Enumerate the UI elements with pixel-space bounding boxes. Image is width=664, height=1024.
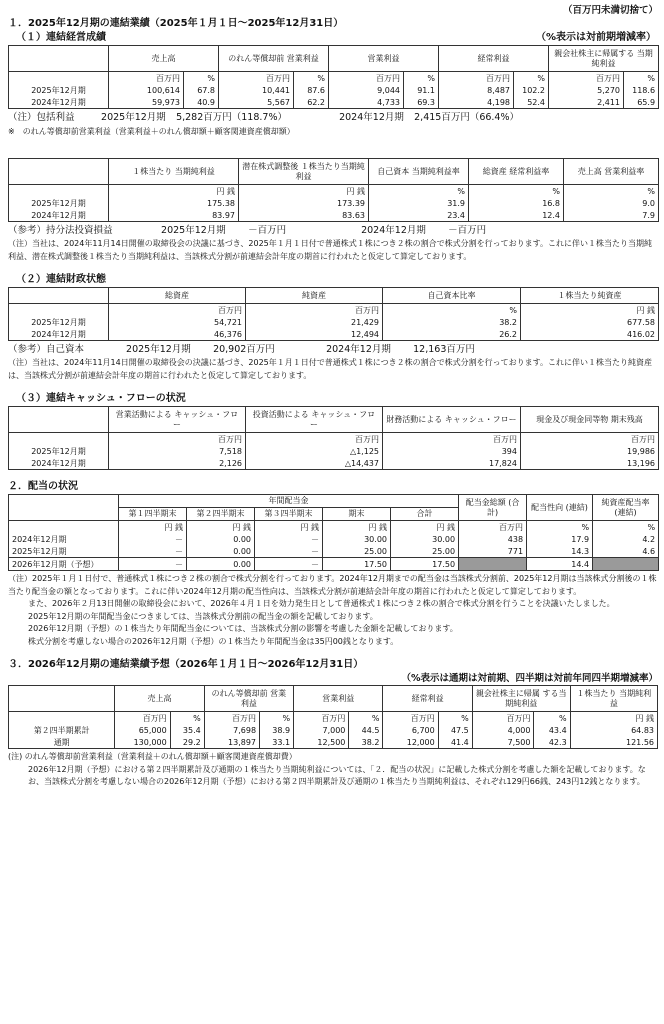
dividend-notes: （注）2025年１月１日付で、普通株式１株につき２株の割合で株式分割を行っております。2024年12月期までの配当金は当該株式分割前、2025年12月期は当該株式分割後の１株当たり配当金の額となっております。これに伴い2024年12月期の配当性向は、当該株式分割が前連結会計年度の期首に行われたと仮定して算定しております。 また、2026年２月13日開催の取締役会において、2026年４月１日を効力発生日として普通株式１株につき２株の割合で株式分割を行うことを決議いたしました。 2025年12月期の年間配当金につきましては、当該株式分割前の配当金の額を記載しております。 2026年12月期（予想）の１株当たり年間配当金については、当該株式分割の影響を考慮した金額を記載しております。 株式分割を考慮しない場合の2026年12月期（予想）の１株当たり年間配当金は35円00銭となります。 [8,574,657,646]
forecast-table: 売上高 のれん等償却前 営業利益 営業利益 経常利益 親会社株主に帰属 する当期純利益 １株当たり 当期純利益 百万円 % 百万円 % 百万円 % 百万円 % 百万円 % 円 銭 第２四半期累計 65,000 35.4 7,698 38.9 7,000 44.5 6,700 47.5 4,000 43.4 64.83 通期 130,000 29.2 13,897 33.1 12,500 38.2 12,000 41.4 7,500 42.3 121.56 [8,685,658,749]
unit-cell: 百万円 [219,72,294,85]
table-row: 2024年12月期 46,376 12,494 26.2 416.02 [9,328,659,341]
table-row: 2024年12月期 83.97 83.63 23.4 12.4 7.9 [9,209,659,222]
goodwill-note: ※ のれん等償却前営業利益（営業利益＋のれん償却額＋顧客関連資産償却額） [8,127,295,136]
section3-title: ３．2026年12月期の連結業績予想（2026年１月１日～2026年12月31日） [8,659,364,670]
col-net-income: 親会社株主に帰属する 当期純利益 [549,46,659,72]
table-row: 第２四半期累計 65,000 35.4 7,698 38.9 7,000 44.5 6,700 47.5 4,000 43.4 64.83 [9,724,658,736]
table-row: 2024年12月期 2,126 △14,437 17,824 13,196 [9,457,659,470]
unit-cell: 百万円 [439,72,514,85]
unit-cell: 百万円 [109,72,184,85]
forecast-notes: (注) のれん等償却前営業利益（営業利益＋のれん償却額＋顧客関連資産償却費） 2026年12月期（予想）における第２四半期累計及び通期の１株当たり当期純利益については、「２．配当の状況」に記載した株式分割を考慮した額を記載しております。なお、当該株式分割を考慮しない場合の2026年12月期（予想）における第２四半期累計及び通期の１株当たり当期純利益は、それぞれ129円66銭、243円12銭となります。 [8,752,646,786]
operating-results-title: （１）連結経営成績 [16,32,106,43]
section2-title: ２．配当の状況 [8,481,78,492]
unit-cell: 百万円 [329,72,404,85]
operating-results-table [8,45,659,109]
comprehensive-income: （注）包括利益 2025年12月期 5,282百万円（118.7%） 2024年12月期 2,415百万円（66.4%） [8,112,520,123]
per-share-table: １株当たり 当期純利益 潜在株式調整後 １株当たり当期純利益 自己資本 当期純利益率 総資産 経常利益率 売上高 営業利益率 円 銭 円 銭 % % % 2025年12月期 175.38 173.39 31.9 16.8 9.0 2024年12月期 83.97 83.63 23.4 12.4 7.9 [8,158,659,222]
unit-cell: % [514,72,549,85]
table-row: 通期 130,000 29.2 13,897 33.1 12,500 38.2 12,000 41.4 7,500 42.3 121.56 [9,736,658,749]
pct-note: （%表示は対前期増減率） [535,32,656,43]
forecast-pct-note: （%表示は通期は対前期、四半期は対前年同四半期増減率） [401,673,658,684]
unit-cell: 百万円 [549,72,624,85]
financial-position-table: 総資産 純資産 自己資本比率 １株当たり純資産 百万円 百万円 % 円 銭 2025年12月期 54,721 21,429 38.2 677.58 2024年12月期 46,376 12,494 26.2 416.02 [8,287,659,341]
unit-cell: % [404,72,439,85]
financial-position-title: （２）連結財政状態 [16,274,106,285]
earnings-report [8,4,658,789]
table-row: 2025年12月期 54,721 21,429 38.2 677.58 [9,316,659,328]
split-note-1: （注）当社は、2024年11月14日開催の取締役会の決議に基づき、2025年１月１日付で普通株式１株につき２株の割合で株式分割を行っております。これに伴い１株当たり当期純利益、潜在株式調整後１株当たり当期純利益は、当該株式分割が前連結会計年度の期首に行われたと仮定して算定しております。 [8,239,652,261]
unit-cell: % [624,72,659,85]
annual-dividend-header: 年間配当金 [119,495,459,508]
shaded-cell [593,558,659,571]
table-row: 2025年12月期 － 0.00 － 25.00 25.00 771 14.3 4.6 [9,545,659,558]
unit-cell: % [184,72,219,85]
col-operating-income: 営業利益 [329,46,439,72]
cash-flow-title: （３）連結キャッシュ・フローの状況 [16,393,186,404]
col-ordinary-income: 経常利益 [439,46,549,72]
table-row: 2024年12月期 － 0.00 － 30.00 30.00 438 17.9 4.2 [9,533,659,545]
table-row: 2025年12月期 7,518 △1,125 394 19,986 [9,445,659,457]
table-row: 2025年12月期 175.38 173.39 31.9 16.8 9.0 [9,197,659,209]
col-op-before-goodwill: のれん等償却前 営業利益 [219,46,329,72]
table-row: 2025年12月期 100,614 67.8 10,441 87.6 9,044 91.1 8,487 102.2 5,270 118.6 [9,84,659,96]
section1-title: １．2025年12月期の連結業績（2025年１月１日～2025年12月31日） [8,18,344,29]
table-row: 2026年12月期（予想） － 0.00 － 17.50 17.50 14.4 [9,558,659,571]
cash-flow-table: 営業活動による キャッシュ・フロー 投資活動による キャッシュ・フロー 財務活動による キャッシュ・フロー 現金及び現金同等物 期末残高 百万円 百万円 百万円 百万円 2025年12月期 7,518 △1,125 394 19,986 2024年12月期 2,126 △14,437 17,824 13,196 [8,406,659,470]
unit-cell: % [294,72,329,85]
unit-note: （百万円未満切捨て） [562,5,658,16]
col-sales: 売上高 [109,46,219,72]
own-capital-line: （参考）自己資本 2025年12月期 20,902百万円 2024年12月期 12,163百万円 [8,344,475,355]
shaded-cell [459,558,527,571]
split-note-2: （注）当社は、2024年11月14日開催の取締役会の決議に基づき、2025年１月１日付で普通株式１株につき２株の割合で株式分割を行っております。これに伴い１株当たり純資産は、当該株式分割が前連結会計年度の期首に行われたと仮定して算定しております。 [8,358,652,380]
equity-method-line: （参考）持分法投資損益 2025年12月期 －百万円 2024年12月期 －百万円 [8,225,487,236]
table-row: 2024年12月期 59,973 40.9 5,567 62.2 4,733 69.3 4,198 52.4 2,411 65.9 [9,96,659,109]
dividend-table: 年間配当金 配当金総額 (合計) 配当性向 (連結) 純資産配当率 (連結) 第１四半期末 第２四半期末 第３四半期末 期末 合計 円 銭 円 銭 円 銭 円 銭 円 銭 百万円 % % 2024年12月期 － 0.00 － 30.00 30.00 438 17.9 4.2 2025年12月期 － 0.00 － 25.00 25.00 771 14.3 4.6 2026年12月期（予想） － 0.00 － 17.50 17.50 14.4 [8,494,659,571]
